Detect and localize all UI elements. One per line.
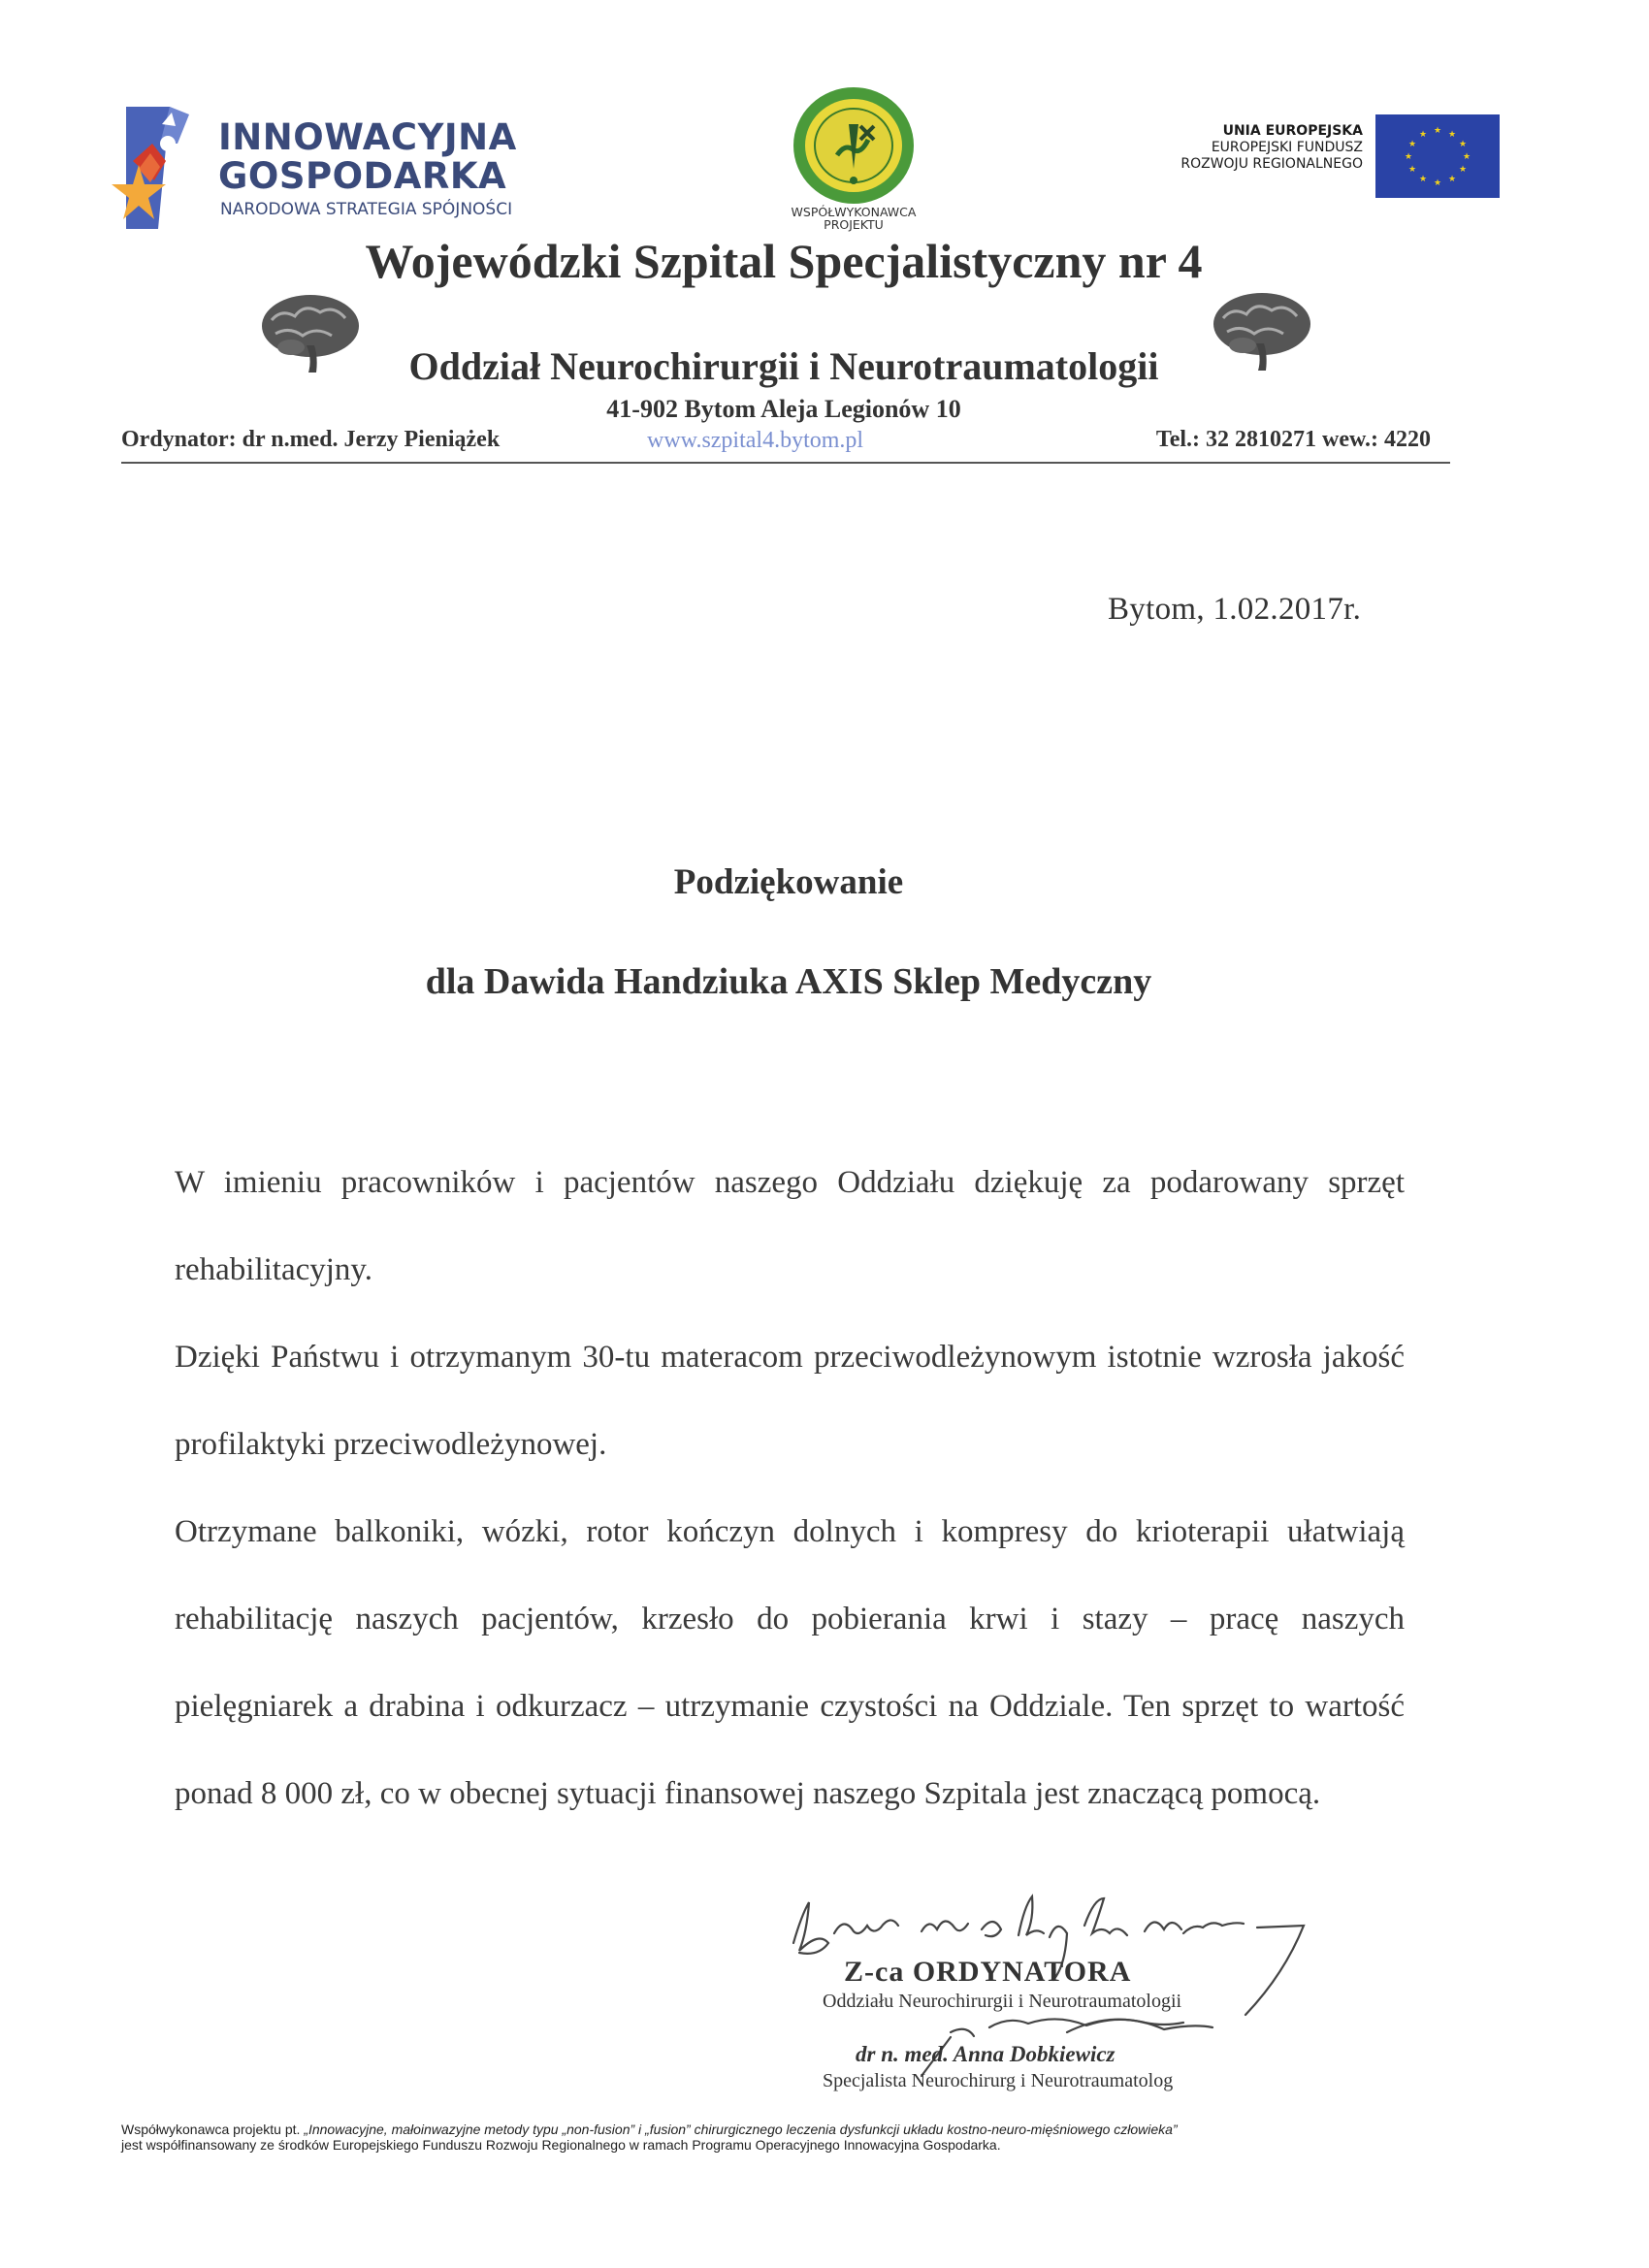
- partner-caption: [766, 206, 941, 231]
- letter-title: Podziękowanie: [673, 862, 904, 902]
- hospital-name: Wojewódzki Szpital Specjalistyczny nr 4: [365, 234, 1203, 288]
- svg-text:★: ★: [1458, 165, 1468, 175]
- letter-recipient: dla Dawida Handziuka AXIS Sklep Medyczny: [425, 961, 1152, 1002]
- medical-seal-icon: [791, 85, 917, 206]
- website-link[interactable]: www.szpital4.bytom.pl: [647, 428, 864, 453]
- svg-text:★: ★: [1418, 175, 1428, 184]
- footer-prefix: Współwykonawca projektu pt.: [121, 2122, 305, 2137]
- place-and-date: Bytom, 1.02.2017r.: [1108, 592, 1362, 627]
- svg-text:★: ★: [1458, 140, 1468, 149]
- footer-project-title: „Innowacyjne, małoinwazyjne metody typu „non-fusion” i „fusion” chirurgicznego leczenia dysfunkcji układu kostno-neuro-mięśniowego człowieka”: [304, 2122, 1178, 2137]
- partner-caption-line2: PROJEKTU: [824, 217, 884, 232]
- program-emblem-icon: [112, 105, 218, 231]
- hospital-address: 41-902 Bytom Aleja Legionów 10: [606, 395, 961, 423]
- letterhead-contact-row: [121, 427, 1450, 464]
- innowacyjna-gospodarka-logo: [112, 105, 577, 231]
- stamp-name: dr n. med. Anna Dobkiewicz: [856, 2042, 1116, 2066]
- letter-paragraph: W imieniu pracowników i pacjentów naszego Oddziału dziękuję za podarowany sprzęt rehabilitacyjny.: [175, 1165, 1405, 1287]
- head-of-ward: Ordynator: dr n.med. Jerzy Pieniążek: [121, 427, 501, 452]
- partner-caption-line1: WSPÓŁWYKONAWCA: [791, 205, 917, 219]
- footer-line2: jest współfinansowany ze środków Europejskiego Funduszu Rozwoju Regionalnego w ramach Programu Operacyjnego Innowacyjna Gospodarka.: [121, 2137, 1001, 2153]
- footer-note: [121, 2122, 1518, 2153]
- svg-text:★: ★: [1404, 152, 1413, 162]
- svg-text:★: ★: [1433, 126, 1442, 136]
- eu-line1: UNIA EUROPEJSKA: [1222, 123, 1363, 139]
- svg-text:★: ★: [1407, 165, 1417, 175]
- program-strategy-line: NARODOWA STRATEGIA SPÓJNOŚCI: [220, 200, 513, 219]
- svg-text:★: ★: [1447, 175, 1457, 184]
- svg-text:★: ★: [1447, 130, 1457, 140]
- stamp-title: Z-ca ORDYNATORA: [844, 1956, 1132, 1988]
- partner-seal: [766, 85, 941, 241]
- svg-text:★: ★: [1433, 178, 1442, 188]
- letter-paragraph: Dzięki Państwu i otrzymanym 30-tu materacom przeciwodleżynowym istotnie wzrosła jakość profilaktyki przeciwodleżynowej.: [175, 1340, 1405, 1462]
- program-name-line1: INNOWACYJNA: [218, 116, 517, 158]
- brain-icon: [1208, 287, 1316, 379]
- phone-number: Tel.: 32 2810271 wew.: 4220: [1155, 427, 1431, 452]
- ward-name: Oddział Neurochirurgii i Neurotraumatologii: [408, 344, 1159, 388]
- footer-line1: [121, 2122, 1518, 2137]
- stamp-department: Oddziału Neurochirurgii i Neurotraumatologii: [823, 1991, 1182, 2012]
- eu-text-block: [1067, 123, 1363, 173]
- program-name-line2: GOSPODARKA: [218, 155, 507, 197]
- letter-paragraph: Otrzymane balkoniki, wózki, rotor kończyn dolnych i kompresy do krioterapii ułatwiają rehabilitację naszych pacjentów, krzesło do pobierania krwi i stazy – pracę naszych pielęgniarek a drabina i odkurzacz – utrzymanie czystości na Oddziale. Ten sprzęt to wartość ponad 8 000 zł, co w obecnej sytuacji finansowej naszego Szpitala jest znaczącą pomocą.: [175, 1514, 1405, 1811]
- stamp-specialization: Specjalista Neurochirurg i Neurotraumatolog: [823, 2070, 1174, 2091]
- svg-text:★: ★: [1418, 130, 1428, 140]
- eu-line3: ROZWOJU REGIONALNEGO: [1180, 156, 1363, 172]
- eu-line2: EUROPEJSKI FUNDUSZ: [1211, 140, 1363, 155]
- svg-text:★: ★: [1462, 152, 1471, 162]
- svg-text:★: ★: [1407, 140, 1417, 149]
- eu-flag-icon: [1375, 114, 1500, 198]
